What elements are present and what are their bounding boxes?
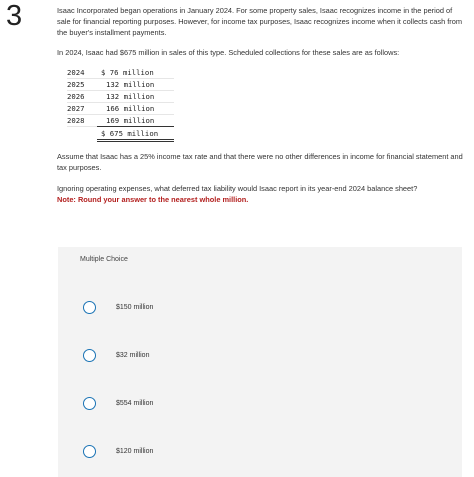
answer-option-label: $32 million <box>116 351 150 359</box>
radio-button[interactable] <box>83 301 96 314</box>
schedule-amount: 132 million <box>97 91 174 103</box>
schedule-amount: 132 million <box>97 79 174 91</box>
schedule-row <box>67 79 174 91</box>
multiple-choice-card <box>58 247 462 477</box>
schedule-row <box>67 91 174 103</box>
question-body <box>57 5 465 205</box>
schedule-amount: 169 million <box>97 115 174 127</box>
schedule-year: 2025 <box>67 79 97 91</box>
schedule-total-row <box>67 127 174 141</box>
radio-button[interactable] <box>83 349 96 362</box>
question-number: 3 <box>6 0 23 32</box>
schedule-total: $ 675 million <box>97 127 174 141</box>
schedule-year: 2027 <box>67 103 97 115</box>
radio-button[interactable] <box>83 397 96 410</box>
question-prompt: Ignoring operating expenses, what deferred tax liability would Isaac report in its year-end 2024 balance sheet? <box>57 184 418 193</box>
multiple-choice-title: Multiple Choice <box>80 256 128 263</box>
answer-option[interactable] <box>83 298 443 316</box>
schedule-row <box>67 103 174 115</box>
answer-option-label: $150 million <box>116 303 154 311</box>
rounding-note: Note: Round your answer to the nearest whole million. <box>57 195 249 204</box>
collections-schedule <box>67 67 174 142</box>
schedule-amount: 166 million <box>97 103 174 115</box>
answer-option-label: $120 million <box>116 447 154 455</box>
assumption-text: Assume that Isaac has a 25% income tax rate and that there were no other differences in income for financial statement and tax purposes. <box>57 152 463 172</box>
sales-line: In 2024, Isaac had $675 million in sales of this type. Scheduled collections for these sales are as follows: <box>57 48 400 57</box>
schedule-amount: $ 76 million <box>97 67 174 79</box>
schedule-row <box>67 67 174 79</box>
answer-option[interactable] <box>83 442 443 460</box>
answer-option[interactable] <box>83 394 443 412</box>
radio-button[interactable] <box>83 445 96 458</box>
question-intro: Isaac Incorporated began operations in January 2024. For some property sales, Isaac recognizes income in the period of sale for financial reporting purposes. However, for income tax purposes, Isaac recognizes income when it collects cash from the buyer's installment payments. <box>57 6 463 37</box>
answer-option[interactable] <box>83 346 443 364</box>
schedule-row <box>67 115 174 127</box>
schedule-year: 2024 <box>67 67 97 79</box>
schedule-year: 2026 <box>67 91 97 103</box>
schedule-year: 2028 <box>67 115 97 127</box>
answer-option-label: $554 million <box>116 399 154 407</box>
